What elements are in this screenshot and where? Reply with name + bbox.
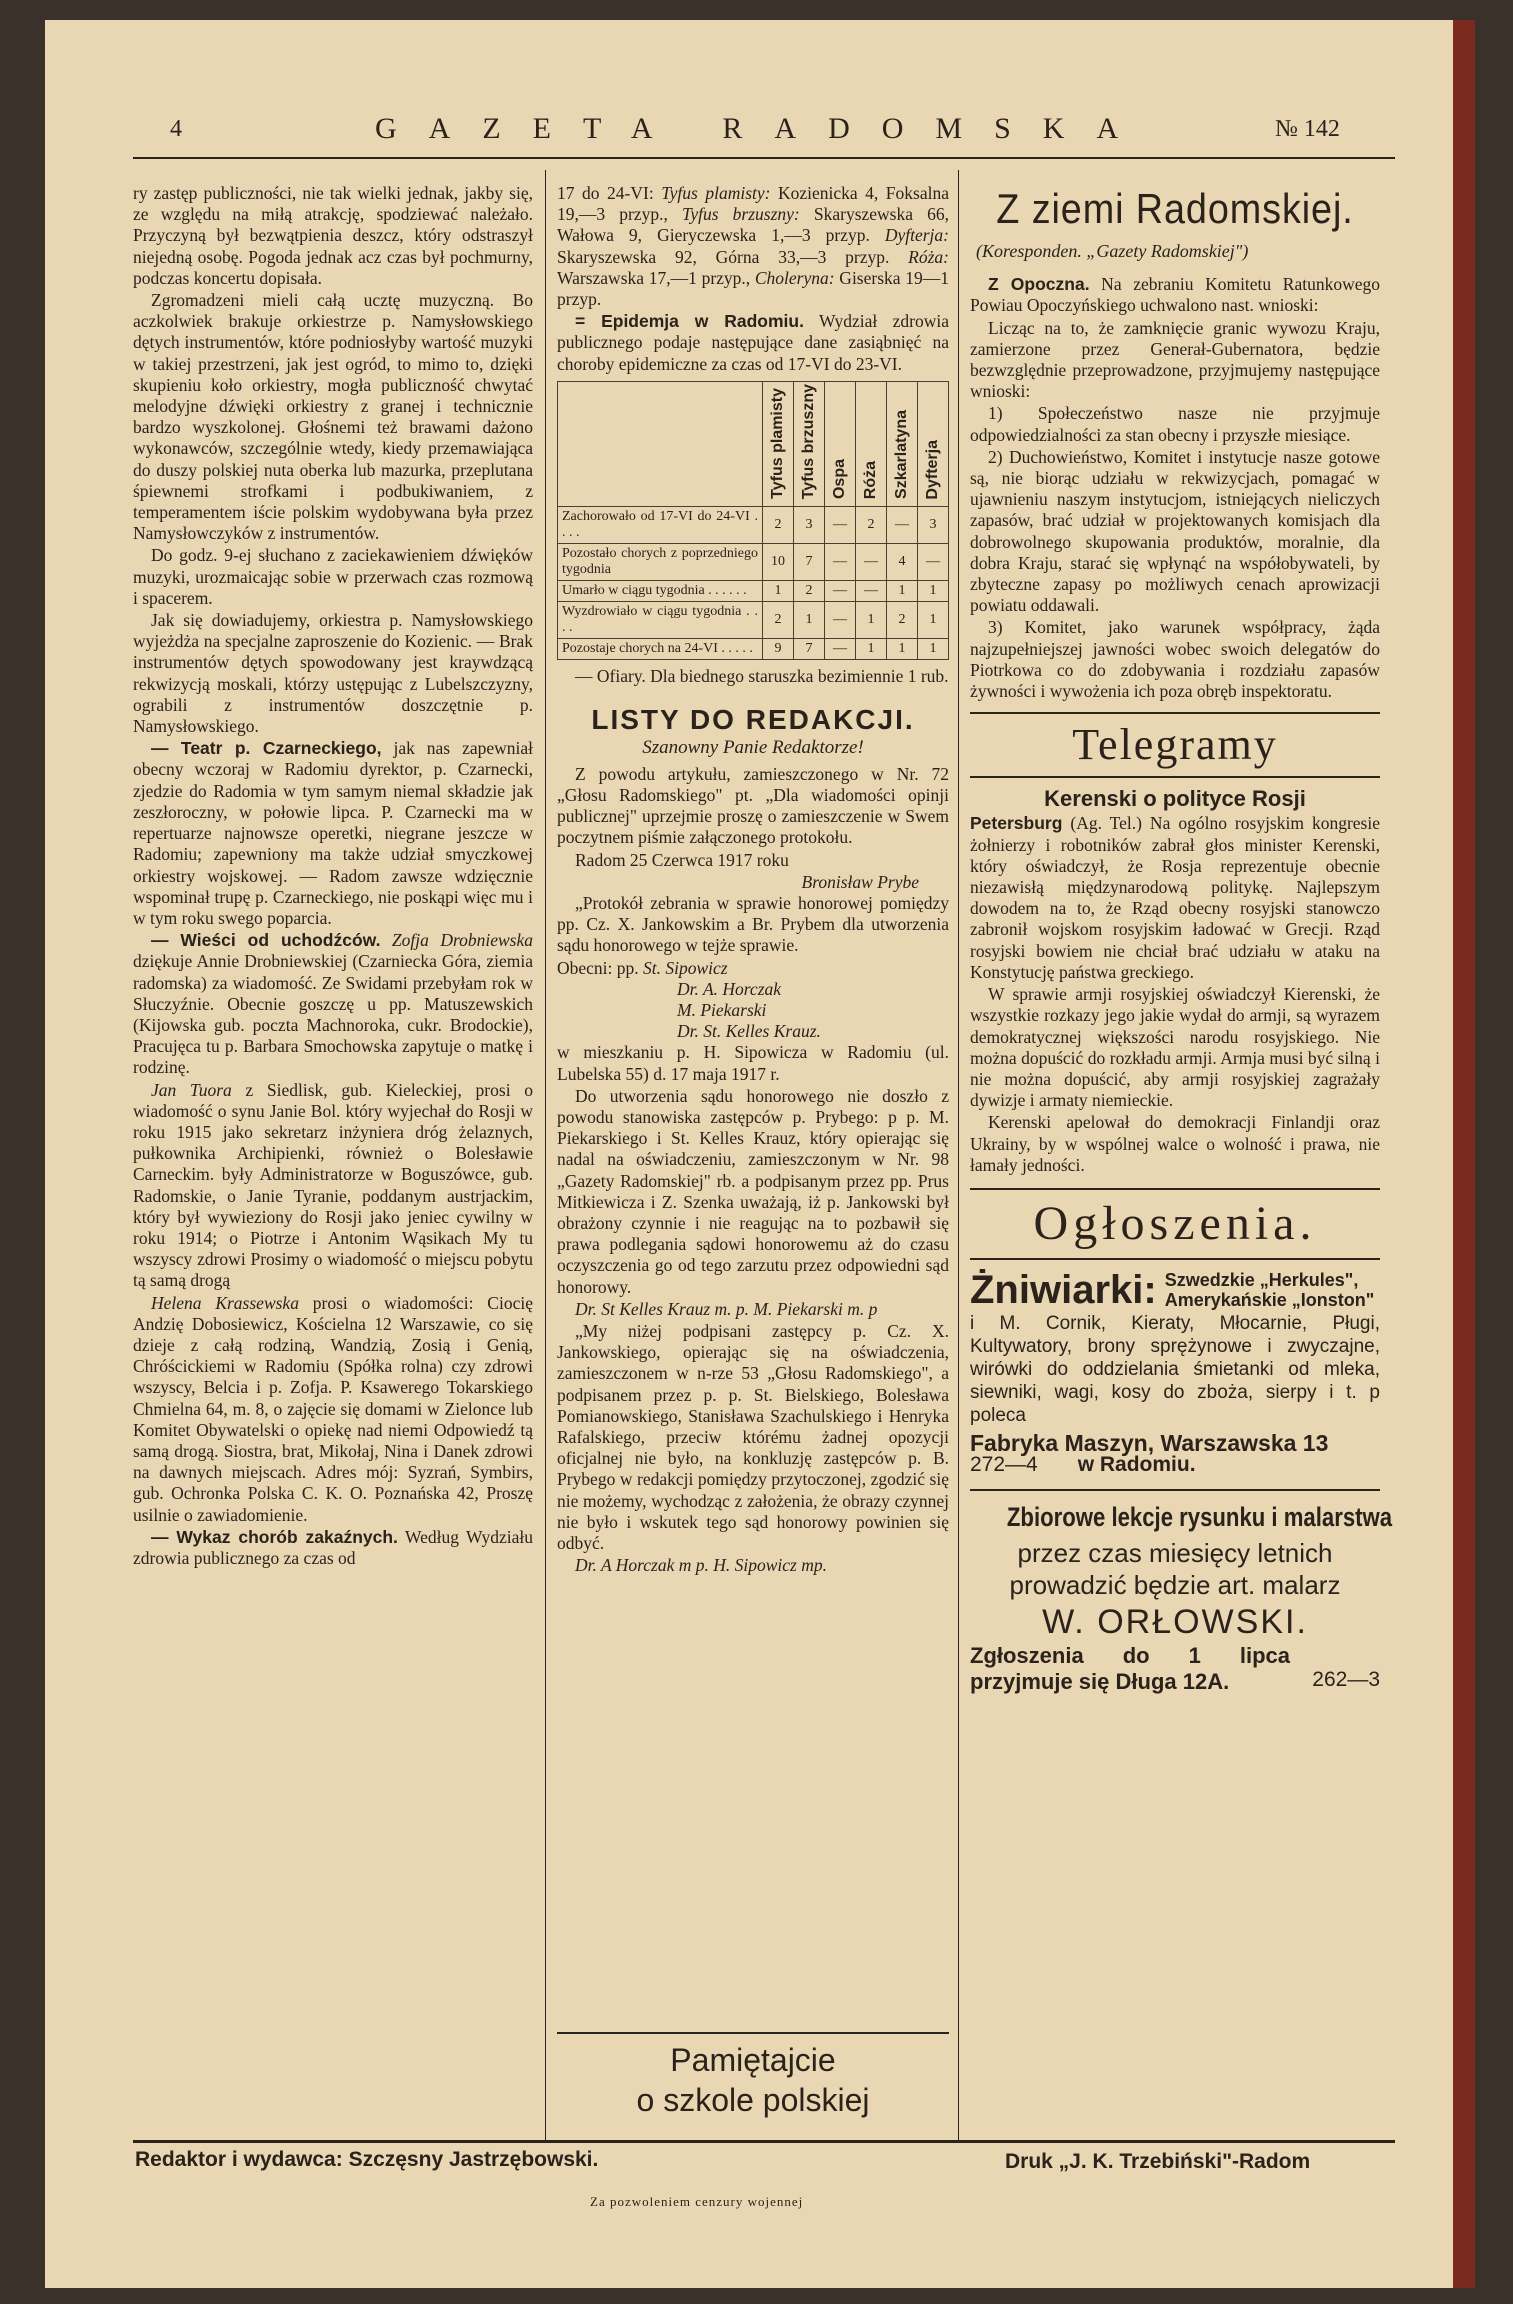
table-col-label: Tyfus plamisty [769,388,786,500]
diseases-list [557,183,949,310]
table-cell: — [825,544,856,581]
protocol-text-2: „My niżej podpisani zastępcy p. Cz. X. Jankowskiego, opierając się na oświadczenia, zamieszczonem w n-rze 53 „Głosu Radomskiego", a podpisanem przez p. p. St. Bielskiego, Bolesława Pomianowskiego, Stanisława Szachulskiego i Henryka Rafalskiego, przeciw którému żadnej opozycji oficjalnej nie było, na konkluzję zastępców p. B. Prybego w redakcji pomiędzy przytoczonej, zgodzić się nie możemy, wychodząc z założenia, że obrazy czynnej nie było i wskutek tego sąd honorowy powinien się odbyć. [557,1321,949,1554]
table-col-header [763,381,794,506]
zniwiarki-body: i M. Cornik, Kieraty, Młocarnie, Pługi, Kultywatory, brony sprężynowe i zwyczajne, wirówki do oddzielania śmietanki od mleka, siewniki, wagi, kosy do zboża, sierpy i t. p poleca [970,1312,1380,1426]
telegrams-title: Telegramy [1072,720,1278,770]
addr-4: Warszawska 17,—1 przyp., [557,267,755,288]
footer-printer: Druk „J. K. Trzebiński"-Radom [1005,2150,1311,2173]
section-title: Z ziemi Radomskiej. [996,185,1354,232]
letter-signature: Bronisław Prybe [801,871,919,892]
wiesci-heading: — Wieści od uchodźców. [151,930,381,951]
zniwiarki-heading: Żniwiarki: [970,1267,1157,1312]
footer-editor: Redaktor i wydawca: Szczęsny Jastrzębowski. [135,2148,599,2171]
artist-name: W. ORŁOWSKI. [1042,1603,1308,1642]
pamietajcie-rule [557,2032,949,2034]
wiesci-item [133,930,533,1078]
pamietajcie-line-2: o szkole polskiej [636,2082,870,2118]
table-row [558,544,949,581]
protocol-place: w mieszkaniu p. H. Sipowicza w Radomiu (ul. Lubelska 55) d. 17 maja 1917 r. [557,1042,949,1084]
table-col-header [794,381,825,506]
ads-rule-top [970,1188,1380,1190]
table-row [558,581,949,602]
opoczna-item [970,274,1380,316]
disease-2: Tyfus brzuszny: [681,204,800,225]
disease-1: Tyfus plamisty: [661,183,771,203]
column-rule-1 [545,170,546,2140]
table-cell: 2 [856,507,887,544]
table-cell: 1 [763,581,794,602]
section-subtitle: (Koresponden. „Gazety Radomskiej") [976,241,1249,261]
table-cell: 2 [887,602,918,639]
table-col-label: Tyfus brzuszny [800,383,817,500]
table-col-label: Ospa [831,459,848,500]
table-row [558,602,949,639]
table-header-row [558,381,949,506]
concert-text: ry zastęp publiczności, nie tak wielki jednak, jakby się, ze względu na miłą atrakcję, spodziewać należało. Przyczyną był bezwątpienia deszcz, który odstraszył niejedną osobę. Pogoda jednak acz czas był pochmurny, podczas koncertu dopisała. [133,183,533,288]
table-cell: 2 [794,581,825,602]
table-cell: 4 [887,544,918,581]
opoczna-heading: Z Opoczna. [988,274,1090,295]
lessons-heading: Zbiorowe lekcje rysunku i malarstwa [1006,1502,1393,1533]
fabryka-city: w Radomiu. [1077,1453,1196,1477]
wiesci-text: dziękuje Annie Drobniewskiej (Czarniecka Góra, ziemia radomska) za wiadomość. Ze Swidami przebyłam rok w Słuczyźnie. Obecnie goszczę u pp. Matuszewskich (Kijowska gub. poczta Machnoroka, cukr. Brodockie), Pracujęca tu p. Barbara Smochowska zapytuje o matkę i rodzinę. [133,951,533,1078]
opoczna-para-1: Licząc na to, że zamknięcie granic wywozu Kraju, zamierzone przez Generał-Gubernatora, będzie bezwzględnie przeprowadzone, przyjmujemy następujące wnioski: [970,317,1380,402]
present-name-1: St. Sipowicz [643,957,728,978]
table-col-header [856,381,887,506]
table-col-header [918,381,949,506]
kerenski-heading: Kerenski o polityce Rosji [1044,786,1306,812]
table-cell: 10 [763,544,794,581]
disease-4: Róża: [908,246,949,267]
column-2 [557,183,949,1577]
table-cell: — [918,544,949,581]
wiesci-name: Zofja Drobniewska [380,930,533,951]
table-corner [558,381,763,506]
ad-code-2: 262—3 [1312,1668,1380,1692]
present-list [557,958,949,1043]
page-number: 4 [170,116,182,142]
registration-text: Zgłoszenia do 1 lipca przyjmuje się Długa 12A. [970,1643,1290,1695]
epidemic-text: Wydział zdrowia publicznego podaje następujące dane zasiąbnięć na choroby epidemiczne za czas od 17-VI do 23-VI. [557,311,949,374]
table-cell: 2 [763,602,794,639]
ad-code-1: 272—4 [970,1453,1038,1477]
present-name-2: Dr. A. Horczak [677,978,782,999]
column-3 [970,183,1393,1695]
footer-rule [133,2140,1395,2143]
ads-rule-bottom [970,1258,1380,1260]
opoczna-text: Na zebraniu Komitetu Ratunkowego Powiau Opoczyńskiego uchwalono nast. wnioski: [970,274,1380,316]
table-cell: 3 [794,507,825,544]
addr-2: Skaryszewska 66, Wałowa 9, Gieryczewska 1,—3 przyp. [557,204,949,246]
addr-1: Kozienicka 4, Foksalna 19,—3 przyp., [557,183,949,225]
fabryka-footer [970,1454,1380,1475]
table-cell: 7 [794,544,825,581]
table-col-label: Róża [862,460,879,500]
fabryka-line: Fabryka Maszyn, Warszawska 13 [970,1429,1329,1456]
helena-text: prosi o wiadomości: Ciocię Andzię Dobosiewicz, Kościelna 12 Warszawie, co się dzieje z całą rodziną, Wandzią, Zosią i Genią, Chróścickiemi w Radomiu (Spółka rolna) czy zdrowi wszyscy, Belcia i p. Zofja. P. Ksawerego Tokarskiego Chmielna 64, m. 8, o zajęcie się domami w Zielonce lub Komitet Obywatelski o opiekę nad niemi Odpowiedź tą samą drogą. Siostra, brat, Mikołaj, Nina i Danek zdrowi na dawnych miejscach. Adres mój: Syzrań, Symbirs, gub. Ochronka Polska C. K. O. Poznańska 42, Proszę usilnie o zawiadomienie. [133,1292,533,1525]
table-row-label: Zachorowało od 17-VI do 24-VI . . . . [558,507,763,544]
protocol-intro: „Protokół zebrania w sprawie honorowej pomiędzy pp. Cz. X. Jankowskim a Br. Prybem dla utworzenia sądu honorowego w tejże sprawie. [557,892,949,956]
table-row-label: Umarło w ciągu tygodnia . . . . . . [558,581,763,602]
table-cell: — [856,544,887,581]
kerenski-para-2: W sprawie armji rosyjskiej oświadczył Kierenski, że wszystkie rozkazy jego jakie wydał do armji, są wyrazem demokratycznej większości narodu rosyjskiego. Nie można dopuścić do rozkładu armji. Armja musi być silną i nie można dopuścić, aby armji rosyjskiej zagrażały dywizje i armaty niemieckie. [970,984,1380,1111]
lessons-body: przez czas miesięcy letnich prowadzić będzie art. malarz [1009,1538,1341,1601]
zniwiarki-brands [1165,1270,1375,1310]
ad-rule-2 [970,1489,1380,1491]
kerenski-para-1 [970,813,1380,983]
table-col-header [825,381,856,506]
column-rule-2 [958,170,959,2140]
newspaper-page [45,20,1475,2288]
masthead-title: GAZETA RADOMSKA [375,112,1151,145]
teatr-heading: — Teatr p. Czarneckiego, [151,738,382,759]
disease-3: Dyfterja: [884,225,949,246]
present-name-4: Dr. St. Kelles Krauz. [677,1021,821,1042]
table-cell: 3 [918,507,949,544]
tuora-text: z Siedlisk, gub. Kieleckiej, prosi o wiadomość o synu Janie Bol. który wyjechał do Rosji w roku 1915 jako sekretarz inżyniera dróg żelaznych, pułkownika Archipienki, również o Bolesławie Carneckim. były Administratorze w Boguszówce, gub. Radomskie, o Janie Tyranie, poddanym austrjackim, który był wywieziony do Rosji jako jeniec cywilny w roku 1914; o Piotrze i Antonim Wąsikach My tu wszyscy zdrowi Prosimy o wiadomość o miejscu pobytu tą samą drogą [133,1079,533,1291]
table-cell: — [825,581,856,602]
letter-intro: Z powodu artykułu, zamieszczonego w Nr. 72 „Głosu Radomskiego" pt. „Dla wiadomości opinji publicznej" uprzejmie proszę o zamieszczenie w Swem poczytnem piśmie załączonego protokołu. [557,763,949,848]
table-col-label: Szkarlatyna [893,410,910,500]
table-row [558,639,949,660]
table-cell: 9 [763,639,794,660]
letters-title: LISTY DO REDAKCJI. [591,704,915,736]
addr-5: Giserska 19—1 przyp. [557,267,949,310]
table-row-label: Pozostało chorych z poprzedniego tygodnia [558,544,763,581]
present-name-3: M. Piekarski [677,999,767,1020]
ofiary-text: — Ofiary. Dla biednego staruszka bezimiennie 1 rub. [575,666,949,687]
table-cell: — [856,581,887,602]
concert-text-3: Do godz. 9-ej słuchano z zaciekawieniem dźwięków muzyki, urozmaicając sobie w przerwach czas rozmową i spacerem. [133,545,533,608]
opoczna-para-2: 1) Społeczeństwo nasze nie przyjmuje odpowiedzialności za stan obecny i przyszłe miesiące. [970,403,1380,445]
disease-5: Choleryna: [754,267,835,288]
table-cell: — [825,602,856,639]
table-cell: 1 [887,639,918,660]
tele-rule-top [970,712,1380,714]
addr-3: Skaryszewska 92, Górna 33,—3 przyp. [557,246,909,267]
wykaz-heading: — Wykaz chorób zakaźnych. [151,1526,398,1547]
zniwiarki-ad [970,1268,1380,1312]
kerenski-text-1: (Ag. Tel.) Na ogólno rosyjskim kongresie żołnierzy i robotników zabrał głos minister Kerenski, który oświadczył, że Rosja reprezentuje obecnie niezawisłą międzynarodową politykę. Najlepszym dowodem na to, że Rząd obecny rosyjski stanowczo zabronił wojskom rosyjskim ładować w Grecji. Rząd rosyjski bowiem nie chciał brać udziału w ataku na Konstytucję państwa greckiego. [970,813,1380,982]
table-cell: 7 [794,639,825,660]
ads-title: Ogłoszenia. [1033,1196,1317,1250]
wykaz-item [133,1527,533,1569]
table-cell: 1 [856,639,887,660]
wykaz-text: Według Wydziału zdrowia publicznego za czas od [133,1526,533,1568]
dates: 17 do 24-VI: [557,183,662,203]
issue-number: № 142 [1275,116,1340,142]
protocol-text: Do utworzenia sądu honorowego nie doszło z powodu stanowiska zastępców p. Prybego: p p. M. Piekarskiego i St. Kelles Krauz, który opierając się nadal na oświadczeniu, zamieszczonym w Nr. 98 „Gazety Radomskiej" rb. a podpisanym przez pp. Prus Mitkiewicza i Z. Szenka uważają, iż p. Jankowski był obrażony czynnie i nie reagując na to pozbawił się prawa podlegania sądowi honorowemu aż do czasu oczyszczenia go od tego zarzutu przez odpowiedni sąd honorowy. [557,1085,949,1297]
table-cell: 1 [856,602,887,639]
binding-edge [1453,20,1475,2288]
epidemic-heading: = Epidemja w Radomiu. [575,311,804,332]
epidemic-item [557,311,949,375]
concert-text-4: Jak się dowiadujemy, orkiestra p. Namysłowskiego wyjeżdża na specjalne zaproszenie do Kozienic. — Brak instrumentów dętych spowodowany jest kraywdzącą rekwizycją moskali, którzy ustępując z Lubelszczyzny, ograbili z instrumentów doszczętnie p. Namysłowskiego. [133,610,533,737]
table-row [558,507,949,544]
table-cell: 1 [794,602,825,639]
teatr-text: jak nas zapewniał obecny wczoraj w Radomiu dyrektor, p. Czarnecki, zjedzie do Radomia w tym samym niemal składzie jak zeszłoroczny, w połowie lipca. P. Czarnecki ma w repertuarze najnowsze operetki, niegrane jeszcze w Radomiu; zapewniony ma także udział smyczkowej orkiestry wojskowej. — Radom zawsze wdzięcznie wspominał trupę p. Czarneckiego, nie poskąpi więc mu i w tym roku swego poparcia. [133,738,533,928]
helena-item [133,1293,533,1526]
table-cell: 1 [887,581,918,602]
tuora-item [133,1080,533,1292]
present-label: Obecni: pp. [557,957,644,978]
pamietajcie-box [557,2040,949,2120]
protocol-sig-2: Dr. A Horczak m p. H. Sipowicz mp. [575,1555,827,1576]
helena-name: Helena Krassewska [151,1292,299,1313]
concert-text-2: Zgromadzeni mieli całą ucztę muzyczną. Bo aczkolwiek brakuje orkiestrze p. Namysłowskiego dętych instrumentów, które podniosłyby wartość muzyki w takiej przestrzeni, jak jest ogród, to mimo to, dzięki skupieniu koło orkiestry, mogła publiczność chwytać melodyjne dźwięki orkiestry z granej i technicznie bardzo wyszkolonej. Głośnemi też brawami dażono wykonawców, szczególnie wtedy, kiedy przemawiająca do duszy polskiej nuta oberka lub mazurka, przeplutana śpiewnemi strofkami i podbukiwaniem, z temperamentem iście polskim wydobywana była przez Namysłowczyków z instrumentów. [133,290,533,544]
tuora-name: Jan Tuora [151,1079,232,1100]
pamietajcie-line-1: Pamiętajcie [670,2042,836,2078]
table-col-header [887,381,918,506]
table-cell: 2 [763,507,794,544]
table-row-label: Wyzdrowiało w ciągu tygodnia . . . . [558,602,763,639]
kerenski-para-3: Kerenski apelował do demokracji Finlandji oraz Ukrainy, by w wspólnej walce o wolność i prawa, nie łamały jedności. [970,1112,1380,1175]
table-cell: — [825,507,856,544]
column-1 [133,183,533,1570]
table-row-label: Pozostaje chorych na 24-VI . . . . . [558,639,763,660]
salutation: Szanowny Panie Redaktorze! [642,736,864,758]
brand-1: Szwedzkie „Herkules", [1164,1269,1359,1290]
table-cell: — [887,507,918,544]
footer-censor: Za pozwoleniem cenzury wojennej [590,2194,804,2209]
tele-rule-bottom [970,776,1380,778]
teatr-item [133,738,533,929]
opoczna-para-3: 2) Duchowieństwo, Komitet i instytucje nasze gotowe są, nie biorąc udziału w rekwizycjach, pomagać w ujawnieniu naszym instytucjom, istniejących nieliczych zapasów, brać udział w projektowanych komisjach dla dobrowolnego skupowania produktów, moralnie, dla dobra Kraju, starać się wpłynąć na współobywateli, by zbyteczne zapasy po możliwych cenach aprowizacji powiatu oddawali. [970,446,1380,616]
table-cell: 1 [918,639,949,660]
table-cell: — [825,639,856,660]
letter-date: Radom 25 Czerwca 1917 roku [575,849,789,870]
protocol-sig-1: Dr. St Kelles Krauz m. p. M. Piekarski m. p [575,1298,878,1319]
table-col-label: Dyfterja [924,439,941,500]
table-cell: 1 [918,581,949,602]
epidemic-table [557,381,949,660]
petersburg-heading: Petersburg [970,813,1063,834]
opoczna-para-4: 3) Komitet, jako warunek współpracy, żąda najzupełniejszej jawności wobec swoich delegatów do Piotrkowa co do zdobywania i rozdziału zapasów żywności i wywożenia ich poza obręb inspektoratu. [970,617,1380,702]
table-cell: 1 [918,602,949,639]
brand-2: Amerykańskie „Ionston" [1164,1289,1375,1310]
header-rule [133,157,1395,159]
